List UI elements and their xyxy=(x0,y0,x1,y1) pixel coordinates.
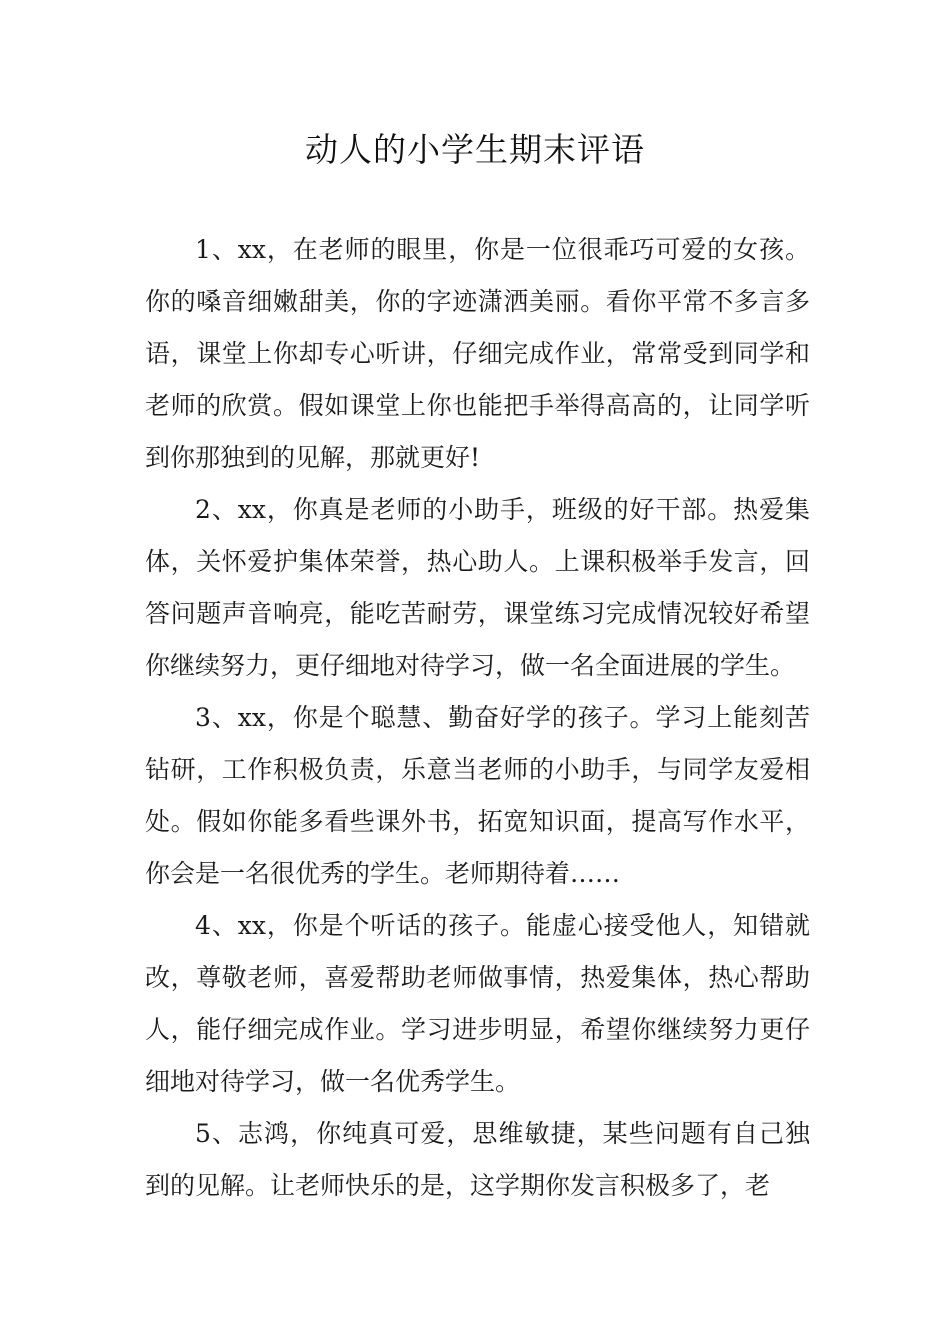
comment-paragraph-4: 4、xx，你是个听话的孩子。能虚心接受他人，知错就改，尊敬老师，喜爱帮助老师做事情，热爱集体，热心帮助人，能仔细完成作业。学习进步明显，希望你继续努力更仔细地对待学习，做一名优秀学生。 xyxy=(145,911,810,1096)
document-title: 动人的小学生期末评语 xyxy=(305,130,645,169)
comment-paragraph-2: 2、xx，你真是老师的小助手，班级的好干部。热爱集体，关怀爱护集体荣誉，热心助人。上课积极举手发言，回答问题声音响亮，能吃苦耐劳，课堂练习完成情况较好希望你继续努力，更仔细地对待学习，做一名全面进展的学生。 xyxy=(145,495,810,680)
document-body xyxy=(145,224,810,1212)
comment-paragraph-5: 5、志鸿，你纯真可爱，思维敏捷，某些问题有自己独到的见解。让老师快乐的是，这学期你发言积极多了，老 xyxy=(145,1119,810,1200)
comment-paragraph-3: 3、xx，你是个聪慧、勤奋好学的孩子。学习上能刻苦钻研，工作积极负责，乐意当老师的小助手，与同学友爱相处。假如你能多看些课外书，拓宽知识面，提高写作水平，你会是一名很优秀的学生。老师期待着…… xyxy=(145,703,810,888)
comment-paragraph-1: 1、xx，在老师的眼里，你是一位很乖巧可爱的女孩。你的嗓音细嫩甜美，你的字迹潇洒美丽。看你平常不多言多语，课堂上你却专心听讲，仔细完成作业，常常受到同学和老师的欣赏。假如课堂上你也能把手举得高高的，让同学听到你那独到的见解，那就更好! xyxy=(145,235,810,472)
